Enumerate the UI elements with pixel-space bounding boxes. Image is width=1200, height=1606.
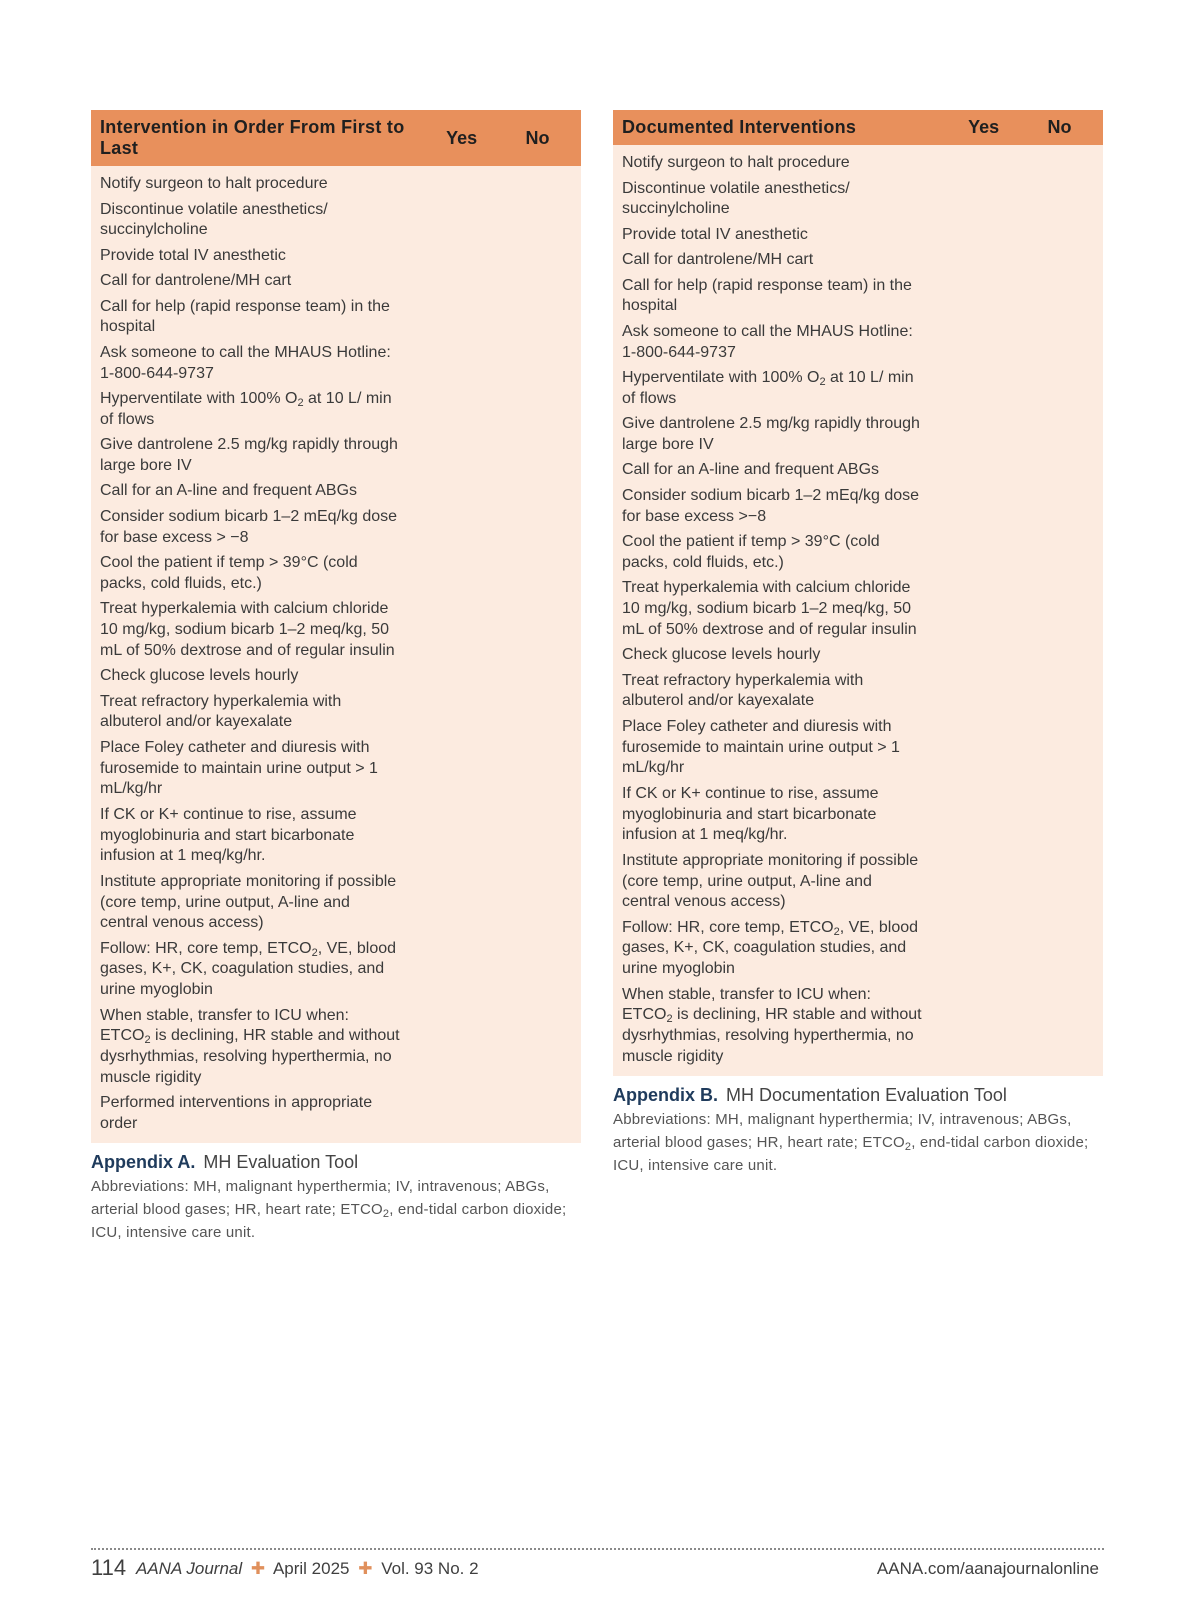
table-row: Treat hyperkalemia with calcium chloride 10 mg/kg, sodium bicarb 1–2 meq/kg, 50 mL of 50% dextrose and of regular insulin — [100, 600, 395, 659]
table-row: Give dantrolene 2.5 mg/kg rapidly through large bore IV — [622, 415, 920, 454]
table-row: When stable, transfer to ICU when: $ETCO_2$ is declining, HR stable and without dysrhythmias, resolving hyperthermia, no muscle rigidity — [622, 985, 922, 1066]
page-footer — [91, 1555, 1104, 1585]
appendix-a-caption — [91, 1151, 581, 1244]
appendix-b-table — [613, 110, 1103, 1177]
plus-separator-icon: ✚ — [250, 1559, 266, 1578]
table-row: Provide total IV anesthetic — [622, 225, 808, 243]
table-row: Call for dantrolene/MH cart — [100, 272, 292, 290]
table-row: Follow: HR, core temp, $ETCO_2$, VE, blood gases, K+, CK, coagulation studies, and urine myoglobin — [622, 918, 919, 978]
table-row: Institute appropriate monitoring if possible (core temp, urine output, A-line and central venous access) — [622, 851, 919, 911]
issue-date: April 2025 — [272, 1559, 350, 1578]
appendix-a-header — [91, 110, 581, 166]
table-row: If CK or K+ continue to rise, assume myoglobinuria and start bicarbonate infusion at 1 meq/kg/hr. — [100, 805, 357, 865]
appendix-b-caption — [613, 1084, 1103, 1177]
appendix-a-body — [91, 166, 581, 1143]
table-row: Cool the patient if temp > 39°C (cold packs, cold fluids, etc.) — [100, 553, 358, 592]
appendix-b-header — [613, 110, 1103, 145]
abbreviations-note: Abbreviations: MH, malignant hyperthermia; IV, intravenous; ABGs, arterial blood gases; HR, heart rate; $ETCO_2$, end-tidal carbon dioxide; ICU, intensive care unit. — [91, 1178, 567, 1242]
no-column-header: No — [1047, 117, 1072, 137]
caption-label: Appendix A. — [91, 1152, 196, 1173]
volume-number: Vol. 93 No. 2 — [381, 1559, 479, 1578]
table-row: Give dantrolene 2.5 mg/kg rapidly through large bore IV — [100, 436, 398, 475]
appendix-b-body — [613, 145, 1103, 1076]
table-row: Institute appropriate monitoring if possible (core temp, urine output, A-line and central venous access) — [100, 872, 397, 932]
table-row: Discontinue volatile anesthetics/ succinylcholine — [100, 200, 328, 239]
yes-column-header: Yes — [968, 117, 1000, 137]
table-row: If CK or K+ continue to rise, assume myoglobinuria and start bicarbonate infusion at 1 meq/kg/hr. — [622, 784, 879, 844]
table-row: Call for help (rapid response team) in the hospital — [100, 297, 390, 336]
table-row: Notify surgeon to halt procedure — [100, 175, 328, 193]
table-row: When stable, transfer to ICU when: $ETCO_2$ is declining, HR stable and without dysrhythmias, resolving hyperthermia, no muscle rigidity — [100, 1006, 400, 1087]
no-column-header: No — [525, 127, 550, 148]
table-row: Ask someone to call the MHAUS Hotline: 1-800-644-9737 — [100, 343, 391, 382]
page-number: 114 — [91, 1555, 127, 1580]
table-row: Hyperventilate with 100% $O_2$ at 10 L/ min of flows — [100, 390, 392, 428]
table-row: Cool the patient if temp > 39°C (cold packs, cold fluids, etc.) — [622, 532, 880, 571]
table-row: Consider sodium bicarb 1–2 mEq/kg dose for base excess > −8 — [100, 507, 398, 546]
table-row: Call for dantrolene/MH cart — [622, 251, 814, 269]
journal-citation — [136, 1559, 479, 1579]
table-row: Call for an A-line and frequent ABGs — [622, 461, 880, 479]
table-row: Ask someone to call the MHAUS Hotline: 1-800-644-9737 — [622, 322, 913, 361]
table-row: Follow: HR, core temp, $ETCO_2$, VE, blood gases, K+, CK, coagulation studies, and urine myoglobin — [100, 939, 397, 999]
table-row: Discontinue volatile anesthetics/ succinylcholine — [622, 179, 850, 218]
table-row: Call for help (rapid response team) in the hospital — [622, 276, 912, 315]
table-row: Treat refractory hyperkalemia with albuterol and/or kayexalate — [622, 671, 864, 710]
table-row: Check glucose levels hourly — [100, 667, 299, 685]
journal-name: AANA Journal — [136, 1559, 243, 1578]
abbreviations-note: Abbreviations: MH, malignant hyperthermia; IV, intravenous; ABGs, arterial blood gases; HR, heart rate; $ETCO_2$, end-tidal carbon dioxide; ICU, intensive care unit. — [613, 1111, 1089, 1175]
table-row: Provide total IV anesthetic — [100, 246, 286, 264]
table-row: Treat refractory hyperkalemia with albuterol and/or kayexalate — [100, 692, 342, 731]
caption-title-text: MH Documentation Evaluation Tool — [726, 1085, 1007, 1106]
table-row: Consider sodium bicarb 1–2 mEq/kg dose for base excess >−8 — [622, 486, 920, 525]
intervention-column-header: Documented Interventions — [622, 117, 857, 137]
caption-title-text: MH Evaluation Tool — [203, 1152, 359, 1173]
table-row: Treat hyperkalemia with calcium chloride 10 mg/kg, sodium bicarb 1–2 meq/kg, 50 mL of 50% dextrose and of regular insulin — [622, 579, 917, 638]
footer-divider — [91, 1548, 1104, 1550]
table-row: Place Foley catheter and diuresis with furosemide to maintain urine output > 1 mL/kg/hr — [622, 717, 900, 777]
caption-title — [613, 1084, 1103, 1106]
table-row: Notify surgeon to halt procedure — [622, 154, 850, 172]
plus-separator-icon: ✚ — [358, 1559, 373, 1578]
appendix-a-table — [91, 110, 581, 1244]
table-row: Check glucose levels hourly — [622, 646, 821, 664]
caption-label: Appendix B. — [613, 1085, 719, 1106]
journal-website-link[interactable]: AANA.com/aanajournalonline — [876, 1559, 1099, 1578]
caption-title — [91, 1151, 581, 1173]
table-row: Call for an A-line and frequent ABGs — [100, 482, 358, 500]
table-row: Performed interventions in appropriate order — [100, 1094, 373, 1133]
intervention-column-header: Intervention in Order From First to Last — [100, 117, 405, 158]
table-row: Place Foley catheter and diuresis with furosemide to maintain urine output > 1 mL/kg/hr — [100, 738, 378, 798]
yes-column-header: Yes — [446, 127, 478, 148]
table-row: Hyperventilate with 100% $O_2$ at 10 L/ min of flows — [622, 369, 914, 407]
